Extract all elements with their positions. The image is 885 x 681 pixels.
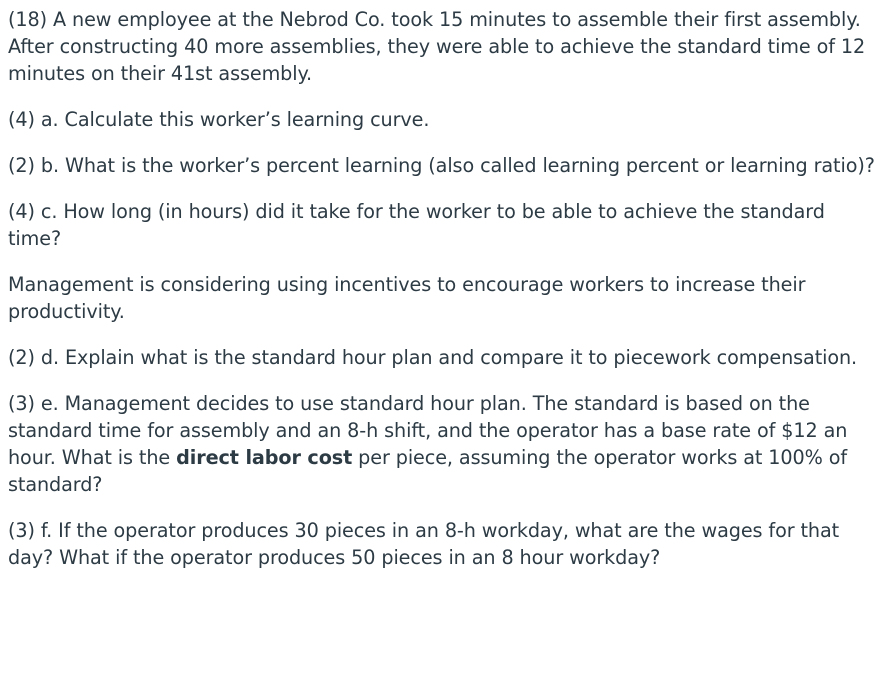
part-e-text-after: per piece, assuming the operator works at 100% of standard? <box>8 446 848 496</box>
problem-intro: (18) A new employee at the Nebrod Co. took 15 minutes to assemble their first assembly. After constructing 40 more assemblies, they were able to achieve the standard time of 12 minutes on their 41st assembly. <box>8 8 866 85</box>
question-part-d: (2) d. Explain what is the standard hour plan and compare it to piecework compensation. <box>8 346 858 369</box>
question-part-a: (4) a. Calculate this worker’s learning curve. <box>8 108 430 131</box>
part-e-bold-term: direct labor cost <box>176 446 353 469</box>
question-part-c: (4) c. How long (in hours) did it take for the worker to be able to achieve the standard time? <box>8 200 825 250</box>
part-e-text-before: (3) e. Management decides to use standard hour plan. The standard is based on the standard time for assembly and an 8-h shift, and the operator has a base rate of $12 an hour. What is the <box>8 392 848 469</box>
question-document <box>8 6 878 571</box>
question-part-e <box>8 390 878 498</box>
question-part-b: (2) b. What is the worker’s percent learning (also called learning percent or learning ratio)? <box>8 154 875 177</box>
management-context: Management is considering using incentives to encourage workers to increase their productivity. <box>8 273 806 323</box>
question-part-f: (3) f. If the operator produces 30 pieces in an 8-h workday, what are the wages for that day? What if the operator produces 50 pieces in an 8 hour workday? <box>8 519 840 569</box>
